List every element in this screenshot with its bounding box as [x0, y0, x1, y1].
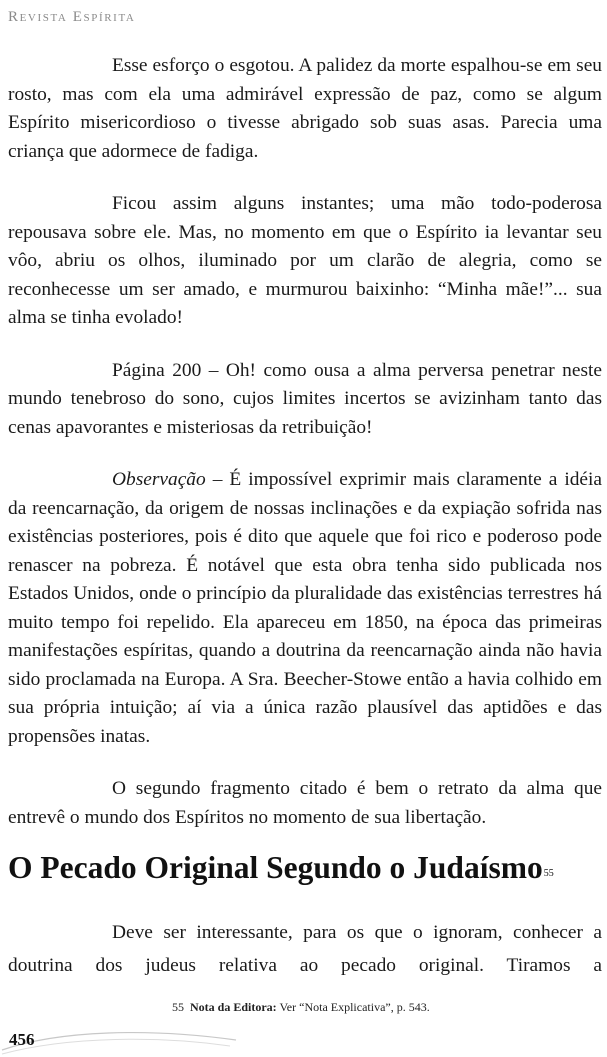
running-header: Revista Espírita — [8, 9, 136, 25]
chapter-intro: Deve ser interessante, para os que o ignoram, conhecer a doutrina dos judeus relativa ao pecado original. Tiramos a — [8, 922, 602, 976]
observacao-text: – É impossível exprimir mais claramente a idéia da reencarnação, da origem de nossas inclinações e da expiação sofrida nas existências posteriores, pois é dito que aquele que foi rico e poderoso pode renascer na pobreza. É notável que esta obra tenha sido publicada nos Estados Unidos, onde o princípio da pluralidade das existências terrestres há muito tempo foi repelido. Ela apareceu em 1850, na época das primeiras manifestações espíritas, quando a doutrina da reencarnação ainda não havia sido proclamada na Europa. A Sra. Beecher-Stowe então a havia colhido em sua própria intuição; aí via a única razão plausível das aptidões e das propensões inatas. — [8, 469, 602, 747]
page-number: 456 — [9, 1030, 35, 1049]
paragraph-2: Ficou assim alguns instantes; uma mão todo-poderosa repousava sobre ele. Mas, no momento em que o Espírito ia levantar seu vôo, abriu os olhos, iluminado por um clarão de alegria, como se reconhecesse um ser amado, e murmurou baixinho: “Minha mãe!”... sua alma se tinha evolado! — [8, 193, 602, 328]
main-text — [8, 52, 602, 832]
footnote-label: Nota da Editora: — [190, 1000, 277, 1014]
paragraph-5: O segundo fragmento citado é bem o retrato da alma que entrevê o mundo dos Espíritos no momento de sua libertação. — [8, 778, 602, 828]
page-corner-swoosh — [0, 1020, 240, 1057]
footnote-text: Ver “Nota Explicativa”, p. 543. — [276, 1000, 430, 1014]
chapter-title-text: O Pecado Original Segundo o Judaísmo — [8, 850, 543, 885]
footnote-number: 55 — [172, 1000, 184, 1014]
paragraph-3: Página 200 – Oh! como ousa a alma perversa penetrar neste mundo tenebroso do sono, cujos limites incertos se avizinham tanto das cenas apavorantes e misteriosas da retribuição! — [8, 359, 602, 438]
observacao-label: Observação — [112, 469, 206, 490]
paragraph-observacao — [8, 466, 602, 751]
chapter-intro-block — [8, 916, 602, 982]
footnote — [172, 1000, 430, 1014]
chapter-title — [8, 848, 607, 888]
paragraph-1: Esse esforço o esgotou. A palidez da morte espalhou-se em seu rosto, mas com ela uma admirável expressão de paz, como se algum Espírito misericordioso o tivesse abrigado sob suas asas. Parecia uma criança que adormece de fadiga. — [8, 55, 602, 162]
footnote-reference[interactable]: 55 — [543, 868, 554, 879]
